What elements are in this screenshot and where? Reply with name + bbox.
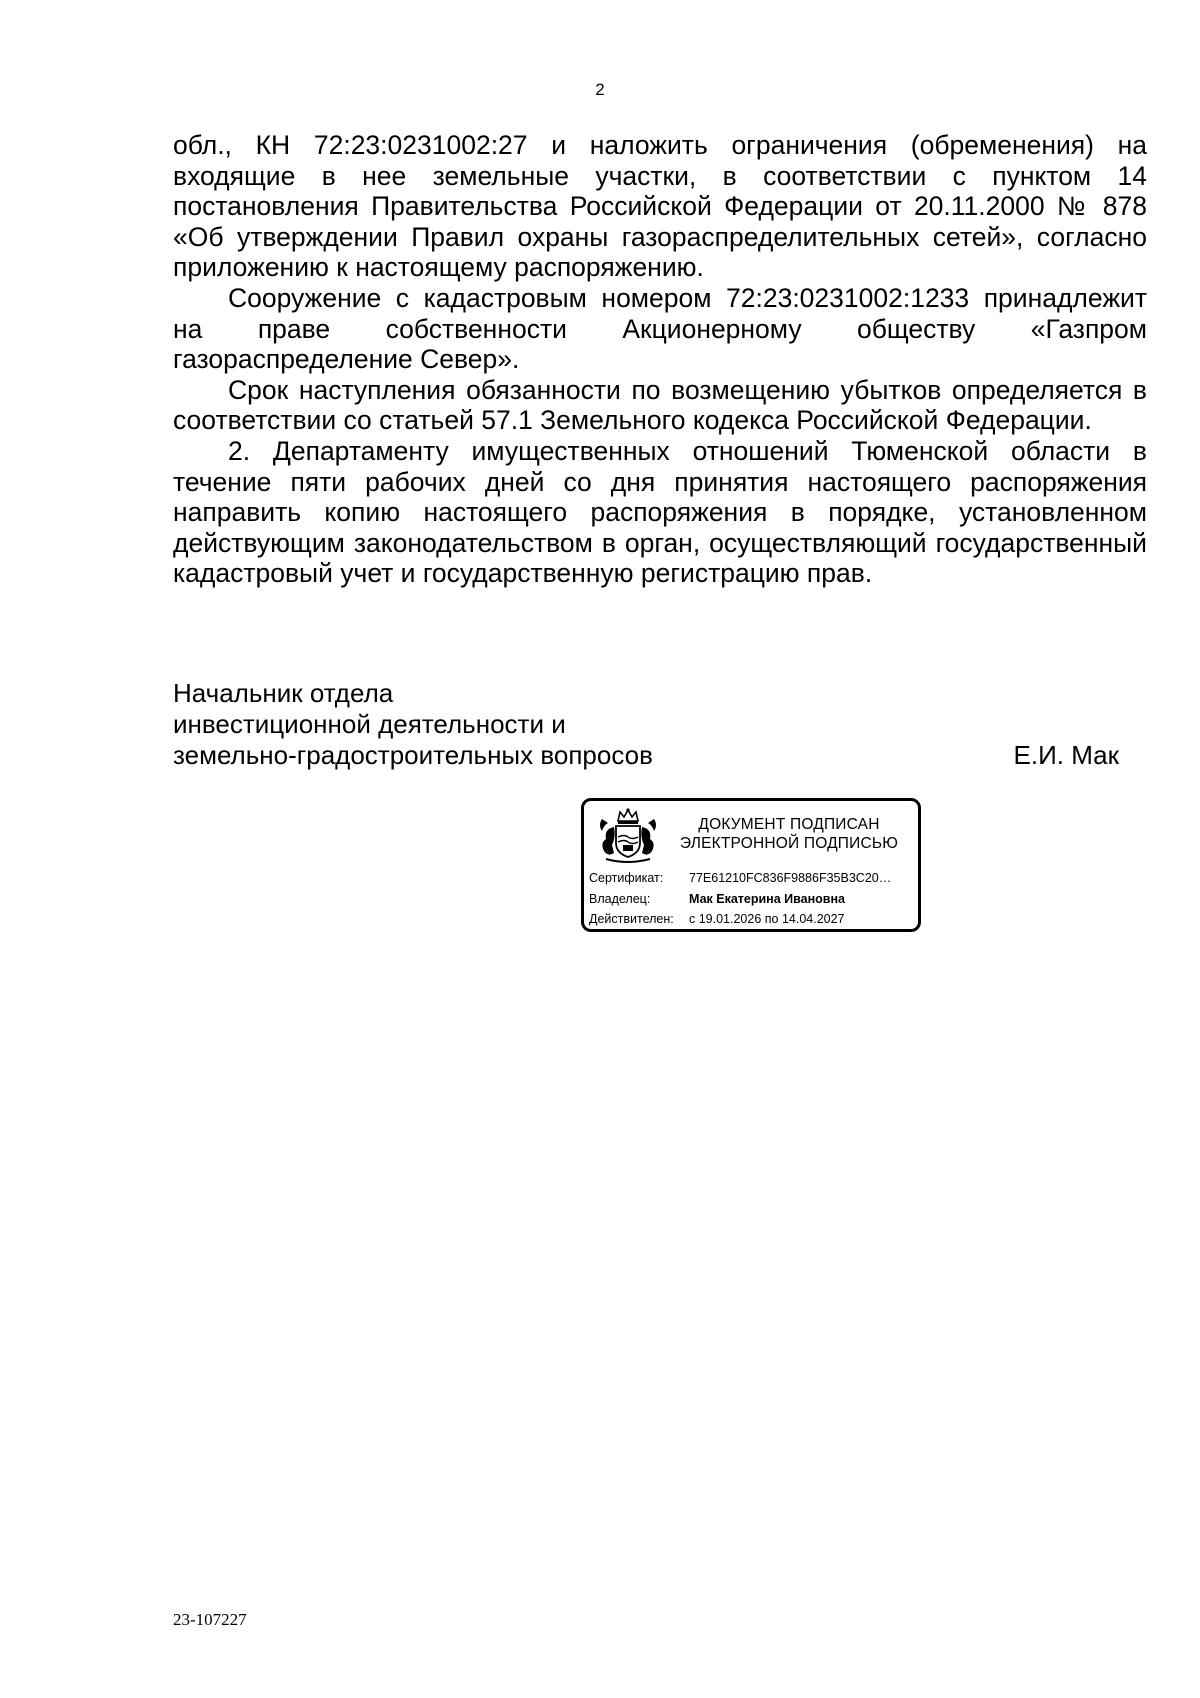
- signer-position-line3: земельно-градостроительных вопросов: [173, 740, 653, 770]
- certificate-label: Сертификат:: [589, 871, 664, 885]
- signer-position-line1: Начальник отдела: [173, 678, 394, 708]
- paragraph-3: Срок наступления обязанности по возмещению убытков определяется в соответствии со статьей 57.1 Земельного кодекса Российской Федерации.: [173, 374, 1147, 436]
- stamp-owner-row: [589, 891, 845, 907]
- document-code: 23-107227: [173, 1610, 247, 1629]
- owner-label: Владелец:: [589, 892, 651, 906]
- signer-position-line2: инвестиционной деятельности и: [173, 709, 566, 739]
- stamp-validity-row: [589, 911, 845, 927]
- electronic-signature-stamp: [581, 798, 921, 932]
- validity-label: Действителен:: [589, 912, 674, 926]
- signer-block: [173, 678, 1147, 771]
- validity-value: с 19.01.2026 по 14.04.2027: [689, 912, 845, 926]
- owner-value: Мак Екатерина Ивановна: [689, 892, 845, 906]
- signer-name: Е.И. Мак: [1013, 740, 1119, 770]
- paragraph-2: Сооружение с кадастровым номером 72:23:0231002:1233 принадлежит на праве собственности Акционерному обществу «Газпром газораспределение Север».: [173, 282, 1147, 375]
- paragraph-1: обл., КН 72:23:0231002:27 и наложить ограничения (обременения) на входящие в нее земельные участки, в соответствии с пунктом 14 постановления Правительства Российской Федерации от 20.11.2000 № 878 «Об утверждении Правил охраны газораспределительных сетей», согласно приложению к настоящему распоряжению.: [173, 130, 1147, 283]
- page-number: 2: [595, 80, 605, 99]
- stamp-header: [674, 815, 904, 853]
- certificate-value: 77E61210FC836F9886F35B3C20…: [689, 871, 892, 885]
- paragraph-4: 2. Департаменту имущественных отношений Тюменской области в течение пяти рабочих дней со дня принятия настоящего распоряжения направить копию настоящего распоряжения в порядке, установленном действующим законодательством в орган, осуществляющий государственный кадастровый учет и государственную регистрацию прав.: [173, 435, 1147, 589]
- stamp-header-line2: ЭЛЕКТРОННОЙ ПОДПИСЬЮ: [679, 835, 899, 852]
- stamp-header-line1: ДОКУМЕНТ ПОДПИСАН: [698, 816, 880, 833]
- document-body: [173, 130, 1147, 589]
- tyumen-coat-of-arms-icon: [594, 807, 662, 867]
- stamp-certificate-row: [589, 870, 891, 886]
